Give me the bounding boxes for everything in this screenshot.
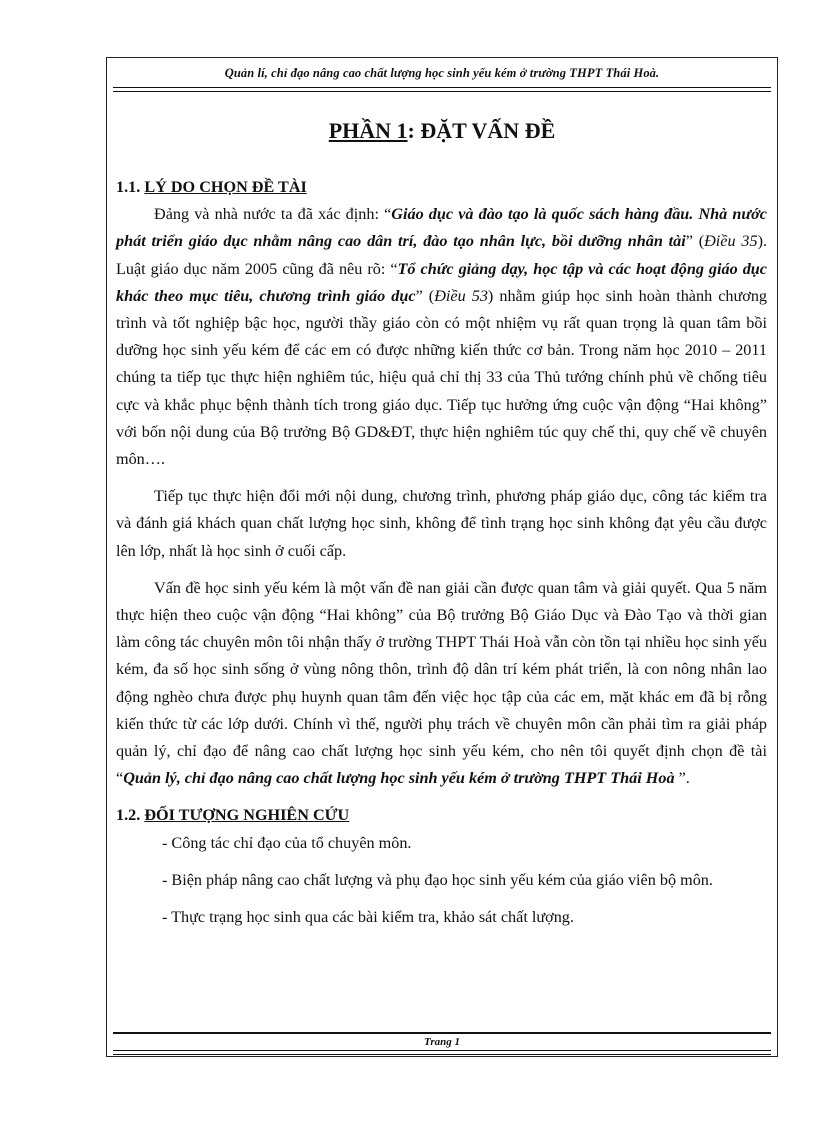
section-number: 1.2. — [116, 806, 145, 825]
paragraph — [116, 575, 767, 793]
citation: Điều 53 — [434, 286, 488, 305]
text-run: ” ( — [415, 286, 435, 305]
title-rest: : ĐẶT VẤN ĐỀ — [407, 118, 556, 143]
section-heading-1-1 — [116, 174, 767, 201]
quote-bold-italic: Tổ chức giảng dạy, học tập và các hoạt động giáo dục khác theo mục tiêu, chương trình giáo dục — [116, 259, 767, 305]
document-body — [116, 174, 767, 931]
section-heading-1-2 — [116, 802, 767, 829]
page-frame — [106, 57, 778, 1057]
quote-bold-italic: Giáo dục và đào tạo là quốc sách hàng đầu. Nhà nước phát triển giáo dục nhằm nâng cao dân trí, đào tạo nhân lực, bồi dưỡng nhân tài — [116, 205, 767, 251]
paragraph: Tiếp tục thực hiện đổi mới nội dung, chương trình, phương pháp giáo dục, công tác kiểm tra và đánh giá khách quan chất lượng học sinh, không để tình trạng học sinh không đạt yêu cầu được lên lớp, nhất là học sinh ở cuối cấp. — [116, 487, 767, 560]
text-run: Đảng và nhà nước ta đã xác định: “ — [154, 205, 392, 224]
title-part: PHẦN 1 — [328, 118, 408, 143]
running-header: Quản lí, chỉ đạo nâng cao chất lượng học sinh yếu kém ở trường THPT Thái Hoà. — [224, 66, 660, 80]
section-title: ĐỐI TƯỢNG NGHIÊN CỨU — [144, 806, 350, 825]
footer-rule-top — [113, 1032, 771, 1034]
text-run: ). Luật giáo dục năm 2005 cũng đã nêu rõ: “ — [116, 232, 767, 278]
section-title: LÝ DO CHỌN ĐỀ TÀI — [144, 178, 307, 196]
page-number: Trang 1 — [424, 1036, 460, 1048]
topic-title: Quản lý, chỉ đạo nâng cao chất lượng học sinh yếu kém ở trường THPT Thái Hoà — [123, 769, 675, 788]
text-run: ) nhằm giúp học sinh hoàn thành chương trình và tốt nghiệp bậc học, người thầy giáo còn có một nhiệm vụ rất quan trọng là quan tâm bồi dưỡng học sinh yếu kém để các em có được những kiến thức cơ bản. Trong năm học 2010 – 2011 chúng ta tiếp tục thực hiện nghiêm túc, hiệu quả chỉ thị 33 của Thủ tướng chính phủ về chống tiêu cực và khắc phục bệnh thành tích trong giáo dục. Tiếp tục hưởng ứng cuộc vận động “Hai không” với bốn nội dung của Bộ trưởng Bộ GD&ĐT, thực hiện nghiêm túc quy chế thi, quy chế về chuyên môn…. — [116, 286, 768, 469]
text-run: ”. — [674, 769, 690, 788]
list-item: - Biện pháp nâng cao chất lượng và phụ đạo học sinh yếu kém của giáo viên bộ môn. — [162, 870, 713, 889]
text-run: Vấn đề học sinh yếu kém là một vấn đề nan giải cần được quan tâm và giải quyết. Qua 5 năm thực hiện theo cuộc vận động “Hai không” của Bộ trưởng Bộ Giáo Dục và Đào Tạo và thời gian làm công tác chuyên môn tôi nhận thấy ở trường THPT Thái Hoà vẫn còn tồn tại nhiều học sinh yếu kém, đa số học sinh sống ở vùng nông thôn, trình độ dân trí kém phát triển, là con nông nhân lao động nghèo chưa được phụ huynh quan tâm đến việc học tập của các em, mặt khác em đã bị rỗng kiến thức từ các lớp dưới. Chính vì thế, người phụ trách về chuyên môn cần phải tìm ra giải pháp quản lý, chỉ đạo để nâng cao chất lượng học sinh yếu kém, cho nên tôi quyết định chọn đề tài “ — [116, 578, 767, 788]
header-rule — [113, 87, 771, 92]
page-title — [107, 118, 777, 144]
citation: Điều 35 — [704, 232, 758, 251]
footer-rule — [113, 1050, 771, 1055]
text-run: ” ( — [685, 232, 705, 251]
paragraph — [116, 201, 767, 473]
section-number: 1.1. — [116, 178, 145, 196]
list-item: - Công tác chỉ đạo của tổ chuyên môn. — [162, 833, 412, 852]
list-item: - Thực trạng học sinh qua các bài kiểm tra, khảo sát chất lượng. — [162, 908, 574, 927]
